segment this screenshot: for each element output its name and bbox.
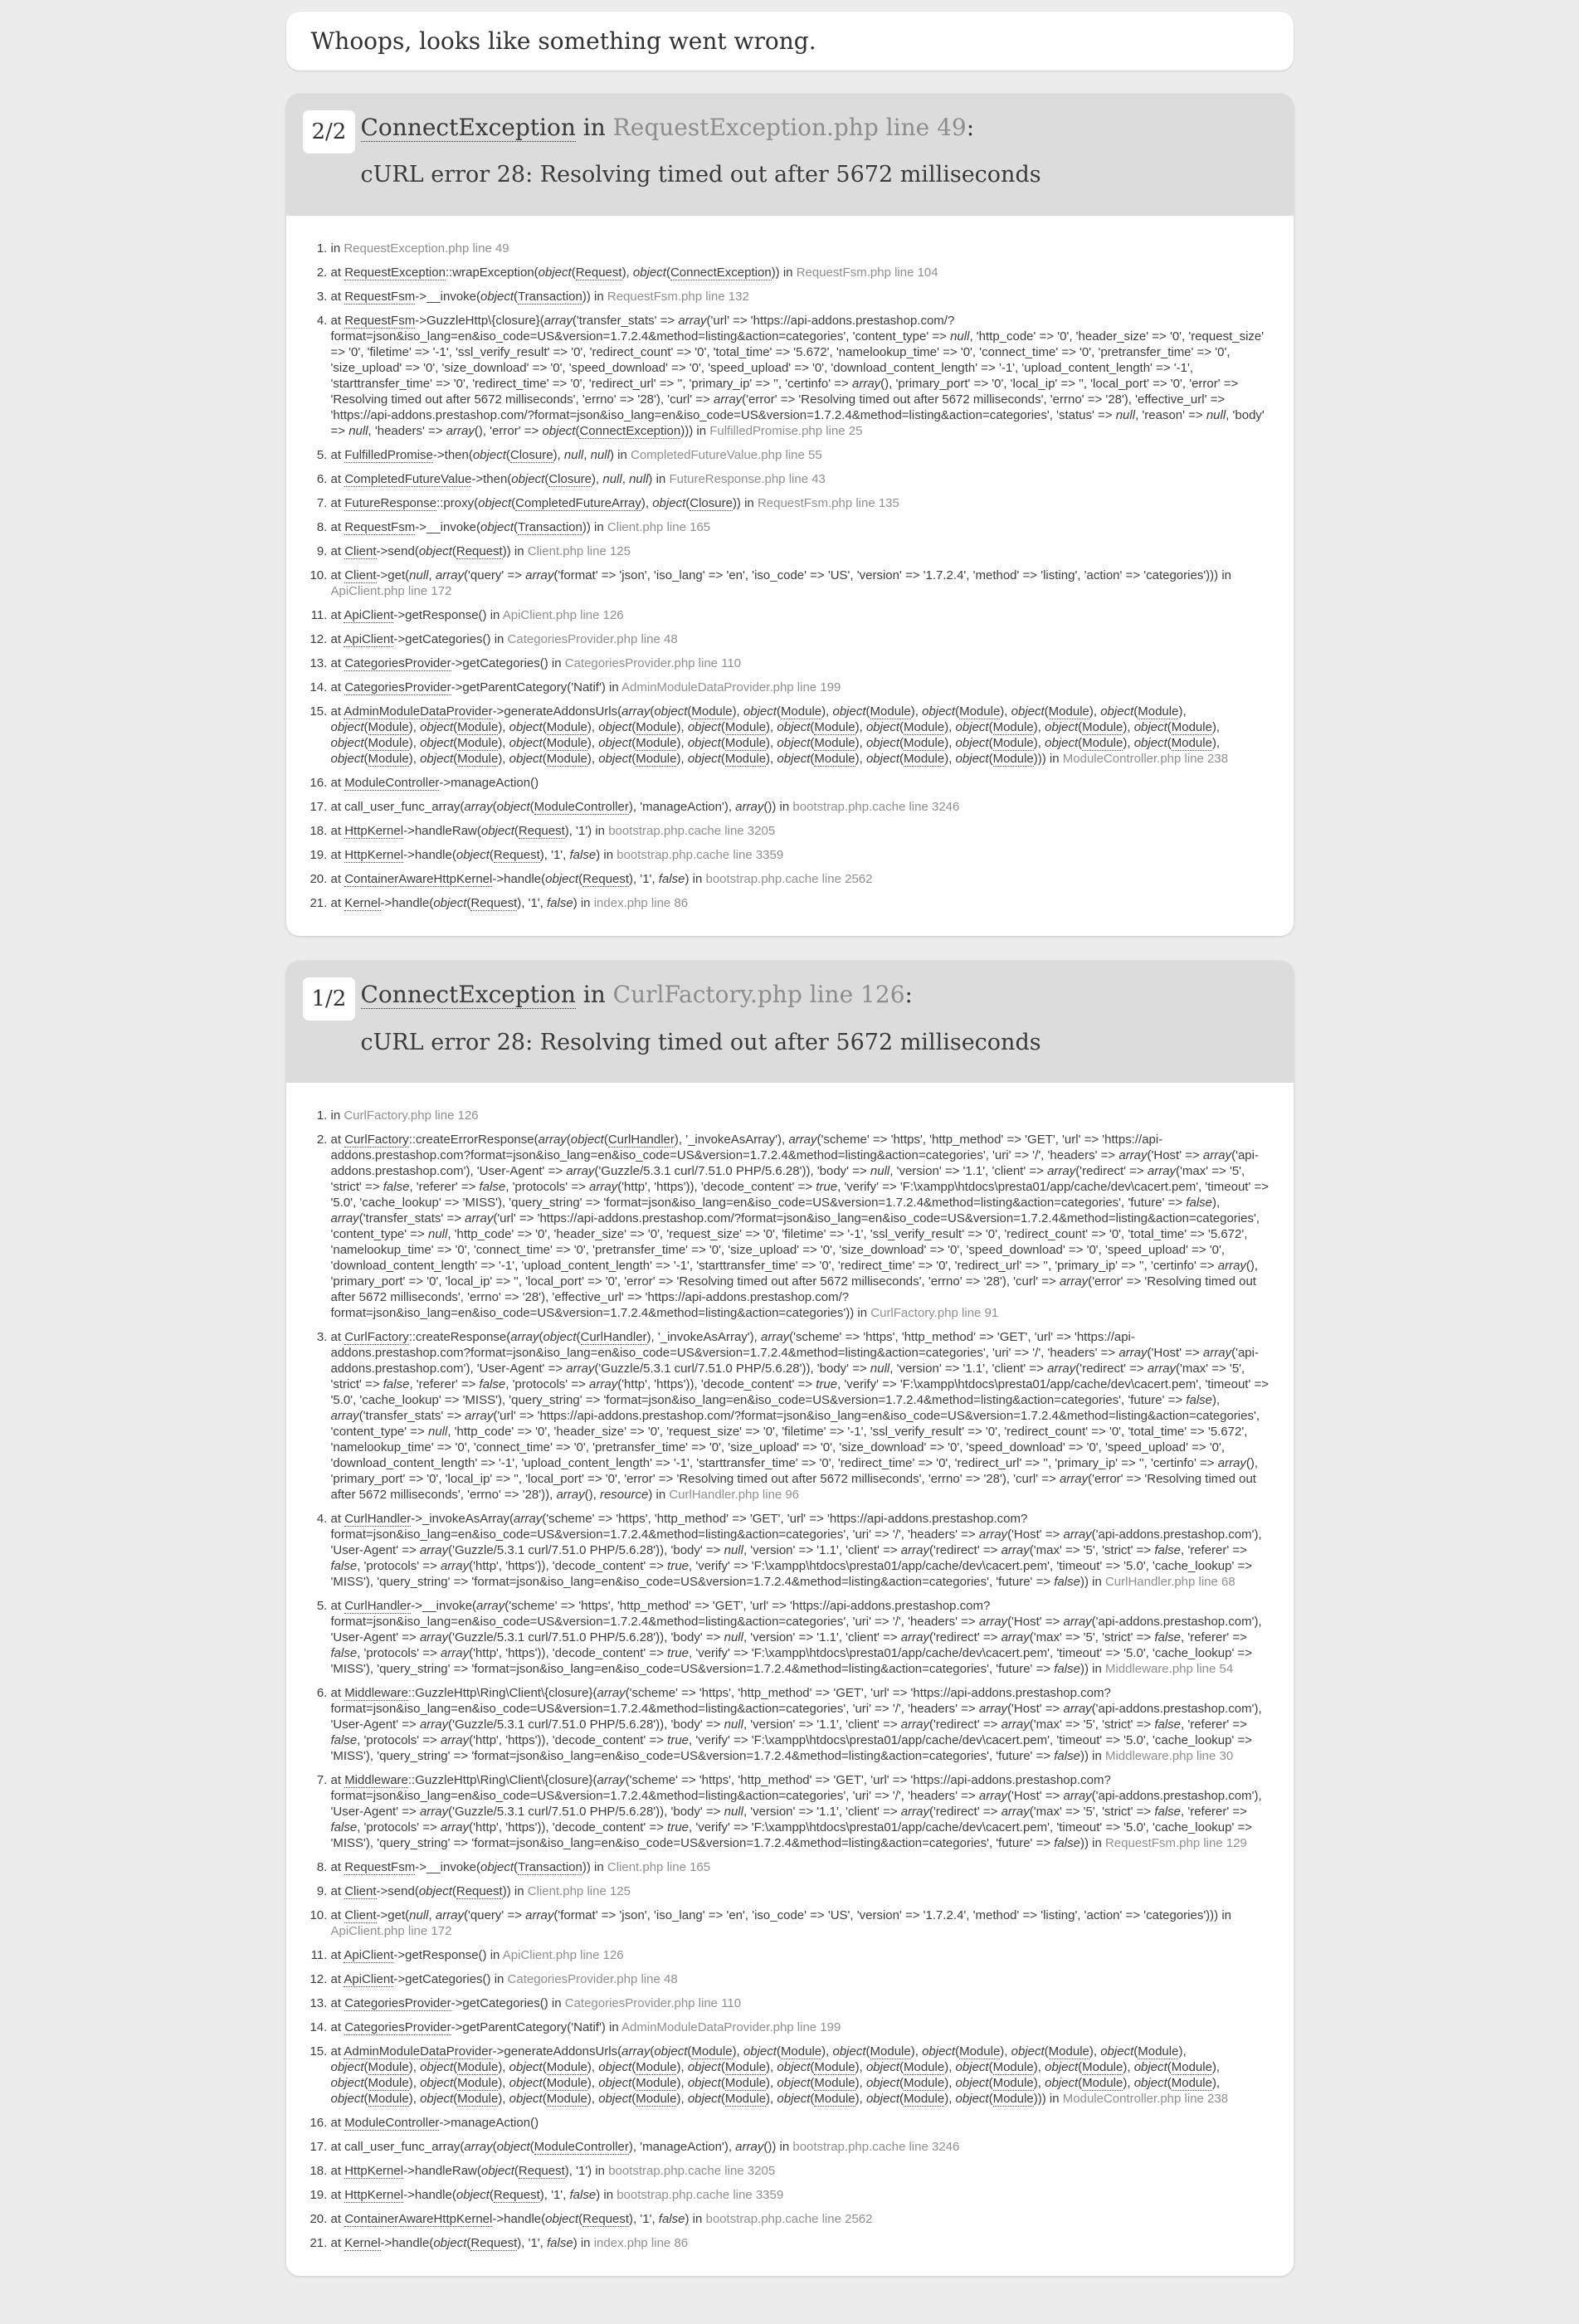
class-name: Module <box>870 704 911 719</box>
file-reference: bootstrap.php.cache line 3246 <box>792 2140 960 2155</box>
file-reference: FutureResponse.php line 43 <box>669 472 826 487</box>
colon: : <box>904 981 913 1009</box>
class-name: Request <box>470 896 518 911</box>
file-reference: bootstrap.php.cache line 3359 <box>616 2188 784 2203</box>
class-name: Module <box>959 704 1001 719</box>
trace-item: 6. at Middleware::GuzzleHttp\Ring\Client\{closure}(array('scheme' => 'https', 'http_method' => 'GET', 'url' => 'https://api-addons.prestashop.com?format=json&iso_lang=en&iso_code=US&version=1.7.2.4&method=listing&action=categories', 'uri' => '/', 'headers' => array('Host' => array('api-addons.prestashop.com'), 'User-Agent' => array('Guzzle/5.3.1 curl/7.51.0 PHP/5.6.28')), 'body' => null, 'version' => '1.1', 'client' => array('redirect' => array('max' => '5', 'strict' => false, 'referer' => false, 'protocols' => array('http', 'https')), 'decode_content' => true, 'verify' => 'F:\xampp\htdocs\presta01/app/cache/dev\cacert.pem', 'timeout' => '5.0', 'cache_lookup' => 'MISS'), 'query_string' => 'format=json&iso_lang=en&iso_code=US&version=1.7.2.4&method=listing&action=categories', 'future' => false)) in Middleware.php line 30 <box>331 1683 1270 1766</box>
class-name: RequestFsm <box>344 314 416 329</box>
trace-item: 10. at Client->get(null, array('query' => array('format' => 'json', 'iso_lang' => 'en', 'iso_code' => 'US', 'version' => '1.7.2.4', 'method' => 'listing', 'action' => 'categories'))) in ApiClient.php line 172 <box>331 1906 1270 1941</box>
exception-header <box>286 94 1294 216</box>
trace-item: 15. at AdminModuleDataProvider->generateAddonsUrls(array(object(Module), object(Module), object(Module), object(Module), object(Module), object(Module), object(Module), object(Module), object(Module), object(Module), object(Module), object(Module), object(Module), object(Module), object(Module), object(Module), object(Module), object(Module), object(Module), object(Module), object(Module), object(Module), object(Module), object(Module), object(Module), object(Module), object(Module), object(Module), object(Module), object(Module), object(Module), object(Module), object(Module), object(Module))) in ModuleController.php line 238 <box>331 2042 1270 2108</box>
class-name: ApiClient <box>344 632 394 647</box>
class-name: Module <box>992 2092 1034 2107</box>
class-name: CategoriesProvider <box>344 656 451 671</box>
class-name: Module <box>546 2060 587 2075</box>
trace-item: 6. at CompletedFutureValue->then(object(Closure), null, null) in FutureResponse.php line 43 <box>331 470 1270 489</box>
class-name: Module <box>636 752 677 767</box>
file-reference: bootstrap.php.cache line 3359 <box>616 848 784 863</box>
class-name: Module <box>959 2044 1001 2059</box>
trace-item: 1. in RequestException.php line 49 <box>331 239 1270 258</box>
class-name: Module <box>1082 736 1123 751</box>
class-name: CompletedFutureValue <box>344 472 472 487</box>
trace-item: 7. at Middleware::GuzzleHttp\Ring\Client\{closure}(array('scheme' => 'https', 'http_method' => 'GET', 'url' => 'https://api-addons.prestashop.com?format=json&iso_lang=en&iso_code=US&version=1.7.2.4&method=listing&action=categories', 'uri' => '/', 'headers' => array('Host' => array('api-addons.prestashop.com'), 'User-Agent' => array('Guzzle/5.3.1 curl/7.51.0 PHP/5.6.28')), 'body' => null, 'version' => '1.1', 'client' => array('redirect' => array('max' => '5', 'strict' => false, 'referer' => false, 'protocols' => array('http', 'https')), 'decode_content' => true, 'verify' => 'F:\xampp\htdocs\presta01/app/cache/dev\cacert.pem', 'timeout' => '5.0', 'cache_lookup' => 'MISS'), 'query_string' => 'format=json&iso_lang=en&iso_code=US&version=1.7.2.4&method=listing&action=categories', 'future' => false)) in RequestFsm.php line 129 <box>331 1771 1270 1853</box>
trace-item: 3. at CurlFactory::createResponse(array(object(CurlHandler), '_invokeAsArray'), array('scheme' => 'https', 'http_method' => 'GET', 'url' => 'https://api-addons.prestashop.com?format=json&iso_lang=en&iso_code=US&version=1.7.2.4&method=listing&action=categories', 'uri' => '/', 'headers' => array('Host' => array('api-addons.prestashop.com'), 'User-Agent' => array('Guzzle/5.3.1 curl/7.51.0 PHP/5.6.28')), 'body' => null, 'version' => '1.1', 'client' => array('redirect' => array('max' => '5', 'strict' => false, 'referer' => false, 'protocols' => array('http', 'https')), 'decode_content' => true, 'verify' => 'F:\xampp\htdocs\presta01/app/cache/dev\cacert.pem', 'timeout' => '5.0', 'cache_lookup' => 'MISS'), 'query_string' => 'format=json&iso_lang=en&iso_code=US&version=1.7.2.4&method=listing&action=categories', 'future' => false), array('transfer_stats' => array('url' => 'https://api-addons.prestashop.com/?format=json&iso_lang=en&iso_code=US&version=1.7.2.4&method=listing&action=categories', 'content_type' => null, 'http_code' => '0', 'header_size' => '0', 'request_size' => '0', 'filetime' => '-1', 'ssl_verify_result' => '0', 'redirect_count' => '0', 'total_time' => '5.672', 'namelookup_time' => '0', 'connect_time' => '0', 'pretransfer_time' => '0', 'size_upload' => '0', 'size_download' => '0', 'speed_download' => '0', 'speed_upload' => '0', 'download_content_length' => '-1', 'upload_content_length' => '-1', 'starttransfer_time' => '0', 'redirect_time' => '0', 'redirect_url' => '', 'primary_ip' => '', 'certinfo' => array(), 'primary_port' => '0', 'local_ip' => '', 'local_port' => '0', 'error' => 'Resolving timed out after 5672 milliseconds', 'errno' => '28'), 'curl' => array('error' => 'Resolving timed out after 5672 milliseconds', 'errno' => '28')), array(), resource) in CurlHandler.php line 96 <box>331 1328 1270 1504</box>
trace-item: 19. at HttpKernel->handle(object(Request), '1', false) in bootstrap.php.cache line 3359 <box>331 845 1270 865</box>
class-name: ApiClient <box>344 1972 394 1987</box>
file-reference: RequestFsm.php line 104 <box>796 266 938 280</box>
class-name: Module <box>546 2092 587 2107</box>
class-name: Client <box>344 1908 377 1923</box>
class-name: Request <box>582 872 630 887</box>
file-reference: CategoriesProvider.php line 48 <box>507 632 678 647</box>
trace-item: 17. at call_user_func_array(array(object(ModuleController), 'manageAction'), array()) in bootstrap.php.cache line 3246 <box>331 2137 1270 2156</box>
trace-item: 8. at RequestFsm->__invoke(object(Transaction)) in Client.php line 165 <box>331 1858 1270 1877</box>
class-name: Module <box>457 752 499 767</box>
file-reference: Client.php line 125 <box>527 544 631 559</box>
class-name: Module <box>992 736 1034 751</box>
class-name: Request <box>493 848 540 863</box>
class-name: Module <box>457 720 499 735</box>
class-name: Module <box>724 2092 767 2107</box>
class-name: ModuleController <box>534 2140 629 2155</box>
class-name: Module <box>780 704 822 719</box>
trace-item: 12. at ApiClient->getCategories() in CategoriesProvider.php line 48 <box>331 630 1270 649</box>
file-reference: index.php line 86 <box>593 2236 689 2251</box>
class-name: RequestException <box>344 266 446 280</box>
class-name: Module <box>724 752 767 767</box>
class-name: Transaction <box>518 520 582 535</box>
file-reference: Middleware.php line 54 <box>1104 1662 1234 1677</box>
class-name: Module <box>814 720 855 735</box>
page-title: Whoops, looks like something went wrong. <box>286 12 1294 71</box>
exception-counter: 1/2 <box>303 977 356 1021</box>
file-reference: Client.php line 125 <box>527 1884 631 1899</box>
class-name: RequestFsm <box>344 520 416 535</box>
class-name: Module <box>368 2092 409 2107</box>
exception-counter: 2/2 <box>303 110 356 153</box>
class-name: Module <box>814 2060 855 2075</box>
class-name: Module <box>1048 704 1089 719</box>
trace-item: 18. at HttpKernel->handleRaw(object(Request), '1') in bootstrap.php.cache line 3205 <box>331 821 1270 840</box>
trace-item: 4. at CurlHandler->_invokeAsArray(array('scheme' => 'https', 'http_method' => 'GET', 'url' => 'https://api-addons.prestashop.com?format=json&iso_lang=en&iso_code=US&version=1.7.2.4&method=listing&action=categories', 'uri' => '/', 'headers' => array('Host' => array('api-addons.prestashop.com'), 'User-Agent' => array('Guzzle/5.3.1 curl/7.51.0 PHP/5.6.28')), 'body' => null, 'version' => '1.1', 'client' => array('redirect' => array('max' => '5', 'strict' => false, 'referer' => false, 'protocols' => array('http', 'https')), 'decode_content' => true, 'verify' => 'F:\xampp\htdocs\presta01/app/cache/dev\cacert.pem', 'timeout' => '5.0', 'cache_lookup' => 'MISS'), 'query_string' => 'format=json&iso_lang=en&iso_code=US&version=1.7.2.4&method=listing&action=categories', 'future' => false)) in CurlHandler.php line 68 <box>331 1509 1270 1591</box>
class-name: ApiClient <box>344 608 394 623</box>
file-reference: Client.php line 165 <box>607 1860 711 1875</box>
class-name: Module <box>1171 736 1212 751</box>
class-name: Closure <box>509 448 553 463</box>
in-word: in <box>582 981 606 1009</box>
file-reference: CategoriesProvider.php line 48 <box>507 1972 678 1987</box>
trace-list <box>309 239 1270 913</box>
class-name: Module <box>368 2060 409 2075</box>
exception-location: RequestException.php line 49 <box>612 114 967 141</box>
exception-message: cURL error 28: Resolving timed out after 5672 milliseconds <box>360 1029 1041 1055</box>
trace-item: 12. at ApiClient->getCategories() in CategoriesProvider.php line 48 <box>331 1970 1270 1989</box>
class-name: Module <box>992 2076 1034 2091</box>
class-name: ContainerAwareHttpKernel <box>344 2212 493 2227</box>
class-name: Module <box>457 2092 499 2107</box>
class-name: Kernel <box>344 2236 381 2251</box>
class-name: Request <box>582 2212 630 2227</box>
trace-item: 14. at CategoriesProvider->getParentCategory('Natif') in AdminModuleDataProvider.php line 199 <box>331 678 1270 697</box>
class-name: CurlFactory <box>344 1133 409 1147</box>
class-name: AdminModuleDataProvider <box>344 2044 493 2059</box>
trace-item: 20. at ContainerAwareHttpKernel->handle(object(Request), '1', false) in bootstrap.php.cache line 2562 <box>331 870 1270 889</box>
class-name: Module <box>904 720 945 735</box>
class-name: Module <box>724 2076 767 2091</box>
exception-message: cURL error 28: Resolving timed out after 5672 milliseconds <box>360 162 1041 188</box>
class-name: ConnectException <box>670 266 772 280</box>
class-name: ModuleController <box>534 800 629 815</box>
trace-item: 8. at RequestFsm->__invoke(object(Transaction)) in Client.php line 165 <box>331 518 1270 537</box>
file-reference: ModuleController.php line 238 <box>1062 752 1229 767</box>
class-name: Module <box>724 2060 767 2075</box>
exception-location: CurlFactory.php line 126 <box>612 981 905 1009</box>
class-name: Request <box>456 544 503 559</box>
in-word: in <box>582 114 606 141</box>
class-name: Module <box>546 720 587 735</box>
trace-item: 9. at Client->send(object(Request)) in Client.php line 125 <box>331 542 1270 561</box>
trace-item: 14. at CategoriesProvider->getParentCategory('Natif') in AdminModuleDataProvider.php line 199 <box>331 2018 1270 2037</box>
class-name: Module <box>992 752 1034 767</box>
class-name: Module <box>992 2060 1034 2075</box>
class-name: Transaction <box>518 1860 582 1875</box>
file-reference: CurlFactory.php line 126 <box>344 1108 479 1123</box>
file-reference: ApiClient.php line 172 <box>330 584 452 599</box>
class-name: Client <box>344 568 377 583</box>
class-name: Module <box>814 736 855 751</box>
class-name: Module <box>1171 2076 1212 2091</box>
exception-panel-2of2 <box>286 94 1294 936</box>
class-name: Client <box>344 1884 377 1899</box>
class-name: Request <box>456 1884 503 1899</box>
class-name: Module <box>724 720 767 735</box>
class-name: Module <box>992 720 1034 735</box>
class-name: Module <box>814 752 855 767</box>
file-reference: bootstrap.php.cache line 2562 <box>705 872 873 887</box>
class-name: Request <box>470 2236 518 2251</box>
class-name: ContainerAwareHttpKernel <box>344 872 493 887</box>
class-name: Module <box>904 2076 945 2091</box>
class-name: Module <box>368 2076 409 2091</box>
class-name: Module <box>636 2060 677 2075</box>
file-reference: RequestException.php line 49 <box>344 241 509 256</box>
class-name: CurlHandler <box>580 1330 647 1345</box>
trace-item: 5. at FulfilledPromise->then(object(Closure), null, null) in CompletedFutureValue.php line 55 <box>331 446 1270 465</box>
class-name: Module <box>457 2060 499 2075</box>
file-reference: index.php line 86 <box>593 896 689 911</box>
trace-item: 19. at HttpKernel->handle(object(Request), '1', false) in bootstrap.php.cache line 3359 <box>331 2185 1270 2205</box>
file-reference: ApiClient.php line 126 <box>502 1948 624 1963</box>
stack-trace-block <box>286 1083 1294 2276</box>
class-name: Module <box>1171 720 1212 735</box>
class-name: Module <box>546 752 587 767</box>
file-reference: RequestFsm.php line 132 <box>607 290 749 305</box>
trace-item: 13. at CategoriesProvider->getCategories() in CategoriesProvider.php line 110 <box>331 654 1270 673</box>
trace-item: 16. at ModuleController->manageAction() <box>331 2113 1270 2132</box>
class-name: Module <box>1138 704 1179 719</box>
file-reference: Middleware.php line 30 <box>1104 1749 1234 1764</box>
class-name: Module <box>457 2076 499 2091</box>
file-reference: bootstrap.php.cache line 3205 <box>608 824 776 839</box>
class-name: Request <box>518 2164 565 2179</box>
file-reference: RequestFsm.php line 135 <box>757 496 899 511</box>
class-name: Module <box>546 736 587 751</box>
file-reference: AdminModuleDataProvider.php line 199 <box>621 2020 841 2035</box>
class-name: CurlHandler <box>607 1133 675 1147</box>
class-name: Module <box>904 736 945 751</box>
file-reference: CompletedFutureValue.php line 55 <box>630 448 822 463</box>
file-reference: CurlHandler.php line 96 <box>669 1488 800 1503</box>
exception-panel-1of2 <box>286 961 1294 2276</box>
colon: : <box>966 114 975 141</box>
class-name: Module <box>814 2076 855 2091</box>
file-reference: bootstrap.php.cache line 3205 <box>608 2164 776 2179</box>
class-name: CurlHandler <box>344 1512 412 1527</box>
class-name: Module <box>1138 2044 1179 2059</box>
trace-list <box>309 1106 1270 2253</box>
file-reference: Client.php line 165 <box>607 520 711 535</box>
trace-item: 15. at AdminModuleDataProvider->generateAddonsUrls(array(object(Module), object(Module), object(Module), object(Module), object(Module), object(Module), object(Module), object(Module), object(Module), object(Module), object(Module), object(Module), object(Module), object(Module), object(Module), object(Module), object(Module), object(Module), object(Module), object(Module), object(Module), object(Module), object(Module), object(Module), object(Module), object(Module), object(Module), object(Module), object(Module), object(Module), object(Module), object(Module), object(Module), object(Module))) in ModuleController.php line 238 <box>331 702 1270 768</box>
file-reference: bootstrap.php.cache line 3246 <box>792 800 960 815</box>
trace-item: 21. at Kernel->handle(object(Request), '1', false) in index.php line 86 <box>331 2234 1270 2253</box>
exception-title <box>361 110 1275 143</box>
class-name: HttpKernel <box>344 824 404 839</box>
trace-item: 20. at ContainerAwareHttpKernel->handle(object(Request), '1', false) in bootstrap.php.cache line 2562 <box>331 2210 1270 2229</box>
trace-item: 17. at call_user_func_array(array(object(ModuleController), 'manageAction'), array()) in bootstrap.php.cache line 3246 <box>331 797 1270 816</box>
trace-item: 13. at CategoriesProvider->getCategories() in CategoriesProvider.php line 110 <box>331 1994 1270 2013</box>
class-name: Module <box>691 2044 733 2059</box>
class-name: ModuleController <box>344 776 440 791</box>
class-name: Module <box>546 2076 587 2091</box>
class-name: Module <box>457 736 499 751</box>
file-reference: CategoriesProvider.php line 110 <box>564 1996 742 2011</box>
class-name: Module <box>814 2092 855 2107</box>
class-name: CompletedFutureArray <box>515 496 641 511</box>
class-name: Middleware <box>344 1773 408 1788</box>
class-name: Module <box>368 720 409 735</box>
class-name: AdminModuleDataProvider <box>344 704 493 719</box>
class-name: HttpKernel <box>344 2188 404 2203</box>
class-name: CategoriesProvider <box>344 2020 451 2035</box>
file-reference: ModuleController.php line 238 <box>1062 2092 1229 2107</box>
class-name: Closure <box>690 496 733 511</box>
trace-item: 1. in CurlFactory.php line 126 <box>331 1106 1270 1125</box>
file-reference: CurlFactory.php line 91 <box>870 1306 999 1321</box>
class-name: RequestFsm <box>344 290 416 305</box>
exception-class: ConnectException <box>360 114 576 141</box>
trace-item: 2. at CurlFactory::createErrorResponse(array(object(CurlHandler), '_invokeAsArray'), array('scheme' => 'https', 'http_method' => 'GET', 'url' => 'https://api-addons.prestashop.com?format=json&iso_lang=en&iso_code=US&version=1.7.2.4&method=listing&action=categories', 'uri' => '/', 'headers' => array('Host' => array('api-addons.prestashop.com'), 'User-Agent' => array('Guzzle/5.3.1 curl/7.51.0 PHP/5.6.28')), 'body' => null, 'version' => '1.1', 'client' => array('redirect' => array('max' => '5', 'strict' => false, 'referer' => false, 'protocols' => array('http', 'https')), 'decode_content' => true, 'verify' => 'F:\xampp\htdocs\presta01/app/cache/dev\cacert.pem', 'timeout' => '5.0', 'cache_lookup' => 'MISS'), 'query_string' => 'format=json&iso_lang=en&iso_code=US&version=1.7.2.4&method=listing&action=categories', 'future' => false), array('transfer_stats' => array('url' => 'https://api-addons.prestashop.com/?format=json&iso_lang=en&iso_code=US&version=1.7.2.4&method=listing&action=categories', 'content_type' => null, 'http_code' => '0', 'header_size' => '0', 'request_size' => '0', 'filetime' => '-1', 'ssl_verify_result' => '0', 'redirect_count' => '0', 'total_time' => '5.672', 'namelookup_time' => '0', 'connect_time' => '0', 'pretransfer_time' => '0', 'size_upload' => '0', 'size_download' => '0', 'speed_download' => '0', 'speed_upload' => '0', 'download_content_length' => '-1', 'upload_content_length' => '-1', 'starttransfer_time' => '0', 'redirect_time' => '0', 'redirect_url' => '', 'primary_ip' => '', 'certinfo' => array(), 'primary_port' => '0', 'local_ip' => '', 'local_port' => '0', 'error' => 'Resolving timed out after 5672 milliseconds', 'errno' => '28'), 'curl' => array('error' => 'Resolving timed out after 5672 milliseconds', 'errno' => '28'), 'effective_url' => 'https://api-addons.prestashop.com/?format=json&iso_lang=en&iso_code=US&version=1.7.2.4&method=listing&action=categories')) in CurlFactory.php line 91 <box>331 1130 1270 1323</box>
class-name: Module <box>368 736 409 751</box>
trace-item: 5. at CurlHandler->__invoke(array('scheme' => 'https', 'http_method' => 'GET', 'url' => 'https://api-addons.prestashop.com?format=json&iso_lang=en&iso_code=US&version=1.7.2.4&method=listing&action=categories', 'uri' => '/', 'headers' => array('Host' => array('api-addons.prestashop.com'), 'User-Agent' => array('Guzzle/5.3.1 curl/7.51.0 PHP/5.6.28')), 'body' => null, 'version' => '1.1', 'client' => array('redirect' => array('max' => '5', 'strict' => false, 'referer' => false, 'protocols' => array('http', 'https')), 'decode_content' => true, 'verify' => 'F:\xampp\htdocs\presta01/app/cache/dev\cacert.pem', 'timeout' => '5.0', 'cache_lookup' => 'MISS'), 'query_string' => 'format=json&iso_lang=en&iso_code=US&version=1.7.2.4&method=listing&action=categories', 'future' => false)) in Middleware.php line 54 <box>331 1596 1270 1678</box>
trace-item: 7. at FutureResponse::proxy(object(CompletedFutureArray), object(Closure)) in RequestFsm.php line 135 <box>331 494 1270 513</box>
class-name: CategoriesProvider <box>344 1996 451 2011</box>
trace-item: 9. at Client->send(object(Request)) in Client.php line 125 <box>331 1882 1270 1901</box>
class-name: FutureResponse <box>344 496 437 511</box>
class-name: CurlFactory <box>344 1330 409 1345</box>
class-name: Kernel <box>344 896 381 911</box>
class-name: Request <box>493 2188 540 2203</box>
trace-item: 10. at Client->get(null, array('query' => array('format' => 'json', 'iso_lang' => 'en', 'iso_code' => 'US', 'version' => '1.7.2.4', 'method' => 'listing', 'action' => 'categories'))) in ApiClient.php line 172 <box>331 566 1270 601</box>
class-name: ModuleController <box>344 2116 440 2131</box>
file-reference: AdminModuleDataProvider.php line 199 <box>621 680 841 695</box>
class-name: Module <box>368 752 409 767</box>
class-name: ApiClient <box>344 1948 394 1963</box>
file-reference: RequestFsm.php line 129 <box>1104 1836 1247 1851</box>
class-name: Transaction <box>518 290 582 305</box>
class-name: CategoriesProvider <box>344 680 451 695</box>
file-reference: ApiClient.php line 172 <box>330 1924 452 1939</box>
class-name: Module <box>904 2060 945 2075</box>
exception-class: ConnectException <box>360 981 576 1009</box>
class-name: Module <box>1082 720 1123 735</box>
trace-item: 16. at ModuleController->manageAction() <box>331 773 1270 792</box>
error-page <box>286 0 1294 2324</box>
trace-item: 21. at Kernel->handle(object(Request), '1', false) in index.php line 86 <box>331 894 1270 913</box>
class-name: CurlHandler <box>344 1599 412 1614</box>
trace-item: 3. at RequestFsm->__invoke(object(Transaction)) in RequestFsm.php line 132 <box>331 287 1270 306</box>
class-name: Module <box>1082 2076 1123 2091</box>
class-name: Module <box>636 720 677 735</box>
class-name: Module <box>691 704 733 719</box>
trace-item: 4. at RequestFsm->GuzzleHttp\{closure}(array('transfer_stats' => array('url' => 'https://api-addons.prestashop.com/?format=json&iso_lang=en&iso_code=US&version=1.7.2.4&method=listing&action=categories', 'content_type' => null, 'http_code' => '0', 'header_size' => '0', 'request_size' => '0', 'filetime' => '-1', 'ssl_verify_result' => '0', 'redirect_count' => '0', 'total_time' => '5.672', 'namelookup_time' => '0', 'connect_time' => '0', 'pretransfer_time' => '0', 'size_upload' => '0', 'size_download' => '0', 'speed_download' => '0', 'speed_upload' => '0', 'download_content_length' => '-1', 'upload_content_length' => '-1', 'starttransfer_time' => '0', 'redirect_time' => '0', 'redirect_url' => '', 'primary_ip' => '', 'certinfo' => array(), 'primary_port' => '0', 'local_ip' => '', 'local_port' => '0', 'error' => 'Resolving timed out after 5672 milliseconds', 'errno' => '28'), 'curl' => array('error' => 'Resolving timed out after 5672 milliseconds', 'errno' => '28'), 'effective_url' => 'https://api-addons.prestashop.com/?format=json&iso_lang=en&iso_code=US&version=1.7.2.4&method=listing&action=categories', 'status' => null, 'reason' => null, 'body' => null, 'headers' => array(), 'error' => object(ConnectException))) in FulfilledPromise.php line 25 <box>331 311 1270 441</box>
exception-title <box>361 977 1275 1010</box>
class-name: Module <box>780 2044 822 2059</box>
class-name: Request <box>518 824 565 839</box>
class-name: Module <box>870 2044 911 2059</box>
class-name: FulfilledPromise <box>344 448 433 463</box>
class-name: ConnectException <box>579 424 681 439</box>
stack-trace-block <box>286 216 1294 936</box>
class-name: Client <box>344 544 377 559</box>
class-name: Middleware <box>344 1686 408 1701</box>
trace-item: 11. at ApiClient->getResponse() in ApiClient.php line 126 <box>331 1946 1270 1965</box>
class-name: Module <box>904 752 945 767</box>
class-name: HttpKernel <box>344 2164 404 2179</box>
class-name: Module <box>636 2076 677 2091</box>
file-reference: CategoriesProvider.php line 110 <box>564 656 742 671</box>
file-reference: CurlHandler.php line 68 <box>1104 1575 1235 1590</box>
class-name: Closure <box>548 472 592 487</box>
trace-item: 2. at RequestException::wrapException(object(Request), object(ConnectException)) in RequestFsm.php line 104 <box>331 263 1270 282</box>
class-name: Request <box>575 266 622 280</box>
class-name: Module <box>724 736 767 751</box>
class-name: HttpKernel <box>344 848 404 863</box>
file-reference: FulfilledPromise.php line 25 <box>709 424 863 439</box>
class-name: Module <box>1082 2060 1123 2075</box>
class-name: Module <box>1171 2060 1212 2075</box>
class-name: Module <box>904 2092 945 2107</box>
trace-item: 18. at HttpKernel->handleRaw(object(Request), '1') in bootstrap.php.cache line 3205 <box>331 2161 1270 2180</box>
class-name: Module <box>636 736 677 751</box>
exception-header <box>286 961 1294 1083</box>
class-name: Module <box>636 2092 677 2107</box>
class-name: RequestFsm <box>344 1860 416 1875</box>
file-reference: ApiClient.php line 126 <box>502 608 624 623</box>
trace-item: 11. at ApiClient->getResponse() in ApiClient.php line 126 <box>331 606 1270 625</box>
file-reference: bootstrap.php.cache line 2562 <box>705 2212 873 2227</box>
class-name: Module <box>1048 2044 1089 2059</box>
